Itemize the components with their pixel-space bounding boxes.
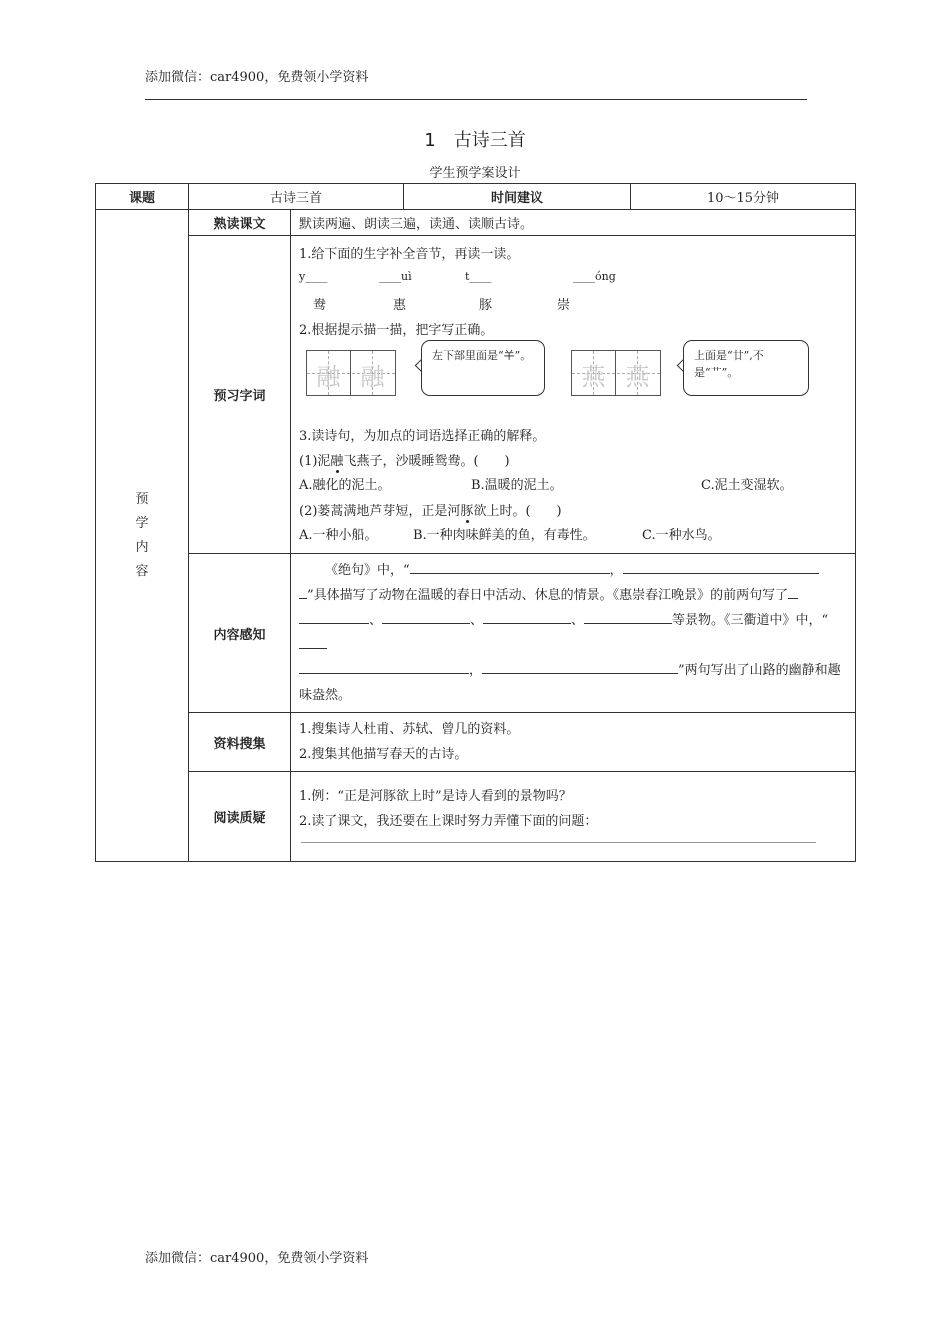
option[interactable]: C.泥土变湿软。 bbox=[701, 478, 793, 493]
char: 惠 bbox=[393, 298, 407, 313]
option[interactable]: C.一种水鸟。 bbox=[642, 528, 721, 543]
trace-char: 燕 bbox=[581, 363, 606, 391]
fill-blank[interactable] bbox=[299, 609, 369, 624]
options-2 bbox=[299, 524, 847, 549]
option[interactable]: A.一种小船。 bbox=[299, 528, 378, 543]
trace-char: 融 bbox=[316, 363, 341, 391]
content-text: 、 bbox=[571, 613, 585, 628]
trace-char: 燕 bbox=[625, 363, 650, 391]
words-q1: 1.给下面的生字补全音节，再读一读。 bbox=[299, 247, 520, 262]
section-char: 内 bbox=[135, 539, 149, 555]
fill-blank[interactable] bbox=[584, 609, 672, 624]
fill-blank[interactable] bbox=[482, 659, 678, 674]
content-text: 等景物。《三衢道中》中，“ bbox=[672, 613, 829, 628]
fill-blank[interactable] bbox=[788, 584, 798, 599]
chars-row bbox=[299, 292, 847, 318]
content-fill bbox=[291, 554, 856, 713]
fill-blank[interactable] bbox=[299, 634, 327, 649]
collect-label: 资料搜集 bbox=[189, 713, 291, 772]
sentence-1 bbox=[299, 449, 847, 474]
fill-blank[interactable] bbox=[299, 659, 469, 674]
trace-grid[interactable] bbox=[306, 350, 396, 396]
content-label: 内容感知 bbox=[189, 554, 291, 713]
words-label: 预习字词 bbox=[189, 236, 291, 554]
question-label: 阅读质疑 bbox=[189, 772, 291, 862]
fill-blank[interactable] bbox=[483, 609, 571, 624]
question-item: 1.例：“正是河豚欲上时”是诗人看到的景物吗？ bbox=[299, 789, 572, 804]
header-divider bbox=[145, 99, 807, 100]
option[interactable]: B.温暖的泥土。 bbox=[471, 478, 563, 493]
fill-blank[interactable] bbox=[382, 609, 470, 624]
pinyin-blank[interactable]: y____ bbox=[299, 270, 328, 283]
sentence-text: (2)蒌蒿满地芦芽短，正是河 bbox=[299, 504, 461, 519]
section-label bbox=[96, 210, 189, 862]
topic-label: 课题 bbox=[96, 184, 189, 210]
answer-line[interactable] bbox=[301, 842, 816, 843]
option[interactable]: A.融化的泥土。 bbox=[299, 478, 391, 493]
sentence-text[interactable]: 欲上时。( ) bbox=[473, 504, 562, 519]
lesson-subtitle: 学生预学案设计 bbox=[429, 166, 521, 181]
fill-blank[interactable] bbox=[299, 584, 307, 599]
read-label: 熟读课文 bbox=[189, 210, 291, 236]
topic-value: 古诗三首 bbox=[189, 184, 404, 210]
tip-bubble: 左下部里面是“𢆉”。 bbox=[421, 340, 545, 396]
trace-char: 融 bbox=[360, 363, 385, 391]
content-text: ”具体描写了动物在温暖的春日中活动、休息的情景。《惠崇春江晚景》的前两句写了 bbox=[307, 588, 789, 603]
lesson-title: 1 古诗三首 bbox=[424, 130, 526, 151]
char: 豚 bbox=[479, 298, 493, 313]
read-content: 默读两遍、朗读三遍，读通、读顺古诗。 bbox=[291, 210, 856, 236]
trace-grid[interactable] bbox=[571, 350, 661, 396]
dotted-word: 豚 bbox=[460, 504, 474, 519]
content-text: ”两句写出了山路的幽静和趣味盎然。 bbox=[299, 663, 841, 703]
sentence-text: (1)泥 bbox=[299, 454, 331, 469]
sentence-text[interactable]: 飞燕子，沙暖睡鸳鸯。( ) bbox=[343, 454, 510, 469]
time-label: 时间建议 bbox=[404, 184, 631, 210]
question-content bbox=[291, 772, 856, 862]
options-1 bbox=[299, 474, 847, 499]
sentence-2 bbox=[299, 499, 847, 524]
worksheet-table bbox=[95, 183, 856, 862]
pinyin-blank[interactable]: ____uì bbox=[379, 270, 412, 283]
content-text: 《绝句》中，“ bbox=[325, 563, 410, 578]
option[interactable]: B.一种肉味鲜美的鱼，有毒性。 bbox=[413, 528, 596, 543]
fill-blank[interactable] bbox=[410, 559, 610, 574]
pinyin-row bbox=[299, 268, 847, 292]
collect-item: 1.搜集诗人杜甫、苏轼、曾几的资料。 bbox=[299, 722, 520, 737]
time-value: 10～15分钟 bbox=[631, 184, 856, 210]
question-item: 2.读了课文，我还要在上课时努力弄懂下面的问题： bbox=[299, 814, 598, 829]
fill-blank[interactable] bbox=[623, 559, 819, 574]
words-q2: 2.根据提示描一描，把字写正确。 bbox=[299, 323, 494, 338]
collect-content bbox=[291, 713, 856, 772]
page-header: 添加微信：car4900，免费领小学资料 bbox=[145, 70, 369, 85]
words-q3: 3.读诗句，为加点的词语选择正确的解释。 bbox=[299, 429, 546, 444]
tip-bubble: 上面是“廿”,不是“艹”。 bbox=[683, 340, 809, 396]
char: 崇 bbox=[557, 298, 571, 313]
section-char: 预 bbox=[135, 491, 149, 507]
page-footer: 添加微信：car4900，免费领小学资料 bbox=[145, 1251, 369, 1266]
content-text: ， bbox=[609, 563, 623, 578]
content-text: 、 bbox=[470, 613, 484, 628]
words-content bbox=[291, 236, 856, 554]
content-text: 、 bbox=[369, 613, 383, 628]
dotted-word: 融 bbox=[330, 454, 344, 469]
trace-row bbox=[299, 348, 847, 416]
collect-item: 2.搜集其他描写春天的古诗。 bbox=[299, 747, 468, 762]
content-text: ， bbox=[469, 663, 483, 678]
pinyin-blank[interactable]: ____óng bbox=[573, 270, 616, 283]
char: 鸯 bbox=[313, 298, 327, 313]
section-char: 容 bbox=[135, 563, 149, 579]
pinyin-blank[interactable]: t____ bbox=[465, 270, 492, 283]
section-char: 学 bbox=[135, 515, 149, 531]
